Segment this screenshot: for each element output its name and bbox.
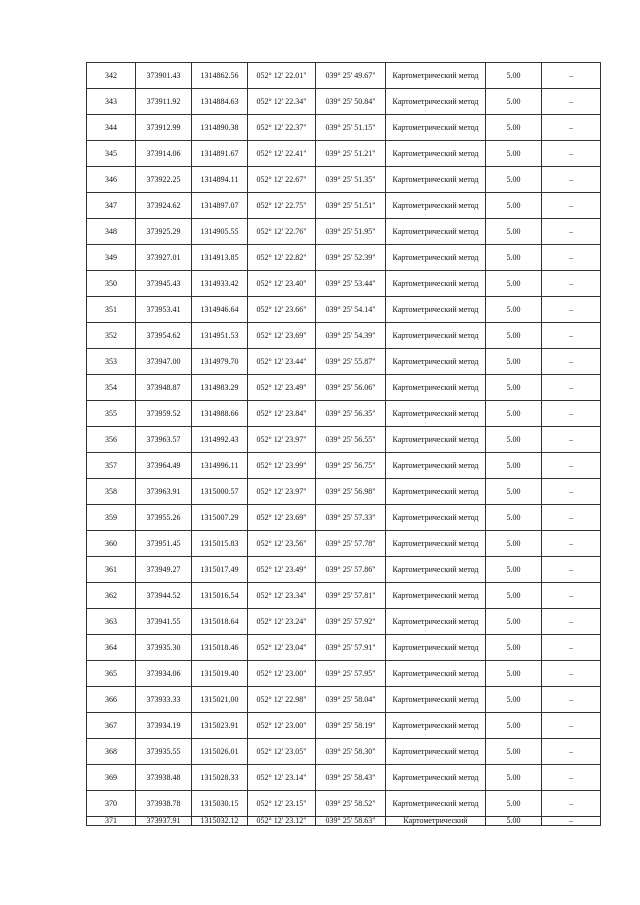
description-cell: – — [542, 557, 601, 583]
point-number-cell: 356 — [87, 427, 136, 453]
accuracy-cell: 5.00 — [486, 115, 542, 141]
point-number-cell: 343 — [87, 89, 136, 115]
point-number-cell: 345 — [87, 141, 136, 167]
point-number-cell: 364 — [87, 635, 136, 661]
y-coordinate-cell: 1315018.46 — [192, 635, 248, 661]
y-coordinate-cell: 1315019.40 — [192, 661, 248, 687]
latitude-cell: 052° 12' 22.67" — [248, 167, 316, 193]
description-cell: – — [542, 245, 601, 271]
point-number-cell: 342 — [87, 63, 136, 89]
description-cell: – — [542, 609, 601, 635]
accuracy-cell: 5.00 — [486, 297, 542, 323]
longitude-cell: 039° 25' 51.35" — [316, 167, 386, 193]
latitude-cell: 052° 12' 23.00" — [248, 713, 316, 739]
accuracy-cell: 5.00 — [486, 193, 542, 219]
method-cell: Картометрический метод — [386, 89, 486, 115]
table-row — [87, 453, 601, 479]
accuracy-cell: 5.00 — [486, 505, 542, 531]
longitude-cell: 039° 25' 50.84" — [316, 89, 386, 115]
accuracy-cell: 5.00 — [486, 271, 542, 297]
x-coordinate-cell: 373914.06 — [136, 141, 192, 167]
table-row — [87, 245, 601, 271]
method-cell: Картометрический метод — [386, 583, 486, 609]
latitude-cell: 052° 12' 23.34" — [248, 583, 316, 609]
description-cell: – — [542, 583, 601, 609]
longitude-cell: 039° 25' 57.78" — [316, 531, 386, 557]
latitude-cell: 052° 12' 23.49" — [248, 375, 316, 401]
accuracy-cell: 5.00 — [486, 531, 542, 557]
y-coordinate-cell: 1314862.56 — [192, 63, 248, 89]
x-coordinate-cell: 373963.57 — [136, 427, 192, 453]
method-cell: Картометрический метод — [386, 401, 486, 427]
y-coordinate-cell: 1314897.07 — [192, 193, 248, 219]
table-row — [87, 63, 601, 89]
table-row — [87, 765, 601, 791]
y-coordinate-cell: 1314946.64 — [192, 297, 248, 323]
description-cell: – — [542, 661, 601, 687]
table-row — [87, 167, 601, 193]
longitude-cell: 039° 25' 58.63" — [316, 817, 386, 826]
x-coordinate-cell: 373937.91 — [136, 817, 192, 826]
latitude-cell: 052° 12' 23.40" — [248, 271, 316, 297]
latitude-cell: 052° 12' 23.04" — [248, 635, 316, 661]
y-coordinate-cell: 1315016.54 — [192, 583, 248, 609]
table-row — [87, 323, 601, 349]
point-number-cell: 355 — [87, 401, 136, 427]
accuracy-cell: 5.00 — [486, 791, 542, 817]
method-cell: Картометрический метод — [386, 427, 486, 453]
point-number-cell: 360 — [87, 531, 136, 557]
point-number-cell: 359 — [87, 505, 136, 531]
method-cell: Картометрический метод — [386, 739, 486, 765]
longitude-cell: 039° 25' 57.95" — [316, 661, 386, 687]
longitude-cell: 039° 25' 54.14" — [316, 297, 386, 323]
point-number-cell: 344 — [87, 115, 136, 141]
x-coordinate-cell: 373959.52 — [136, 401, 192, 427]
x-coordinate-cell: 373935.30 — [136, 635, 192, 661]
point-number-cell: 350 — [87, 271, 136, 297]
description-cell: – — [542, 713, 601, 739]
y-coordinate-cell: 1315030.15 — [192, 791, 248, 817]
point-number-cell: 363 — [87, 609, 136, 635]
y-coordinate-cell: 1314996.11 — [192, 453, 248, 479]
y-coordinate-cell: 1315007.29 — [192, 505, 248, 531]
point-number-cell: 367 — [87, 713, 136, 739]
table-row — [87, 375, 601, 401]
method-cell: Картометрический метод — [386, 349, 486, 375]
y-coordinate-cell: 1314933.42 — [192, 271, 248, 297]
latitude-cell: 052° 12' 22.01" — [248, 63, 316, 89]
accuracy-cell: 5.00 — [486, 141, 542, 167]
x-coordinate-cell: 373955.26 — [136, 505, 192, 531]
y-coordinate-cell: 1314884.63 — [192, 89, 248, 115]
x-coordinate-cell: 373949.27 — [136, 557, 192, 583]
latitude-cell: 052° 12' 23.14" — [248, 765, 316, 791]
point-number-cell: 349 — [87, 245, 136, 271]
method-cell: Картометрический метод — [386, 63, 486, 89]
description-cell: – — [542, 63, 601, 89]
point-number-cell: 371 — [87, 817, 136, 826]
coordinates-table — [86, 62, 601, 826]
accuracy-cell: 5.00 — [486, 401, 542, 427]
accuracy-cell: 5.00 — [486, 89, 542, 115]
x-coordinate-cell: 373951.45 — [136, 531, 192, 557]
point-number-cell: 346 — [87, 167, 136, 193]
method-cell: Картометрический метод — [386, 297, 486, 323]
table-row — [87, 791, 601, 817]
longitude-cell: 039° 25' 49.67" — [316, 63, 386, 89]
longitude-cell: 039° 25' 58.19" — [316, 713, 386, 739]
y-coordinate-cell: 1315015.83 — [192, 531, 248, 557]
table-row — [87, 89, 601, 115]
coordinates-table-page — [86, 62, 600, 826]
latitude-cell: 052° 12' 23.44" — [248, 349, 316, 375]
accuracy-cell: 5.00 — [486, 557, 542, 583]
method-cell: Картометрический метод — [386, 245, 486, 271]
longitude-cell: 039° 25' 57.92" — [316, 609, 386, 635]
table-row — [87, 583, 601, 609]
accuracy-cell: 5.00 — [486, 479, 542, 505]
point-number-cell: 365 — [87, 661, 136, 687]
latitude-cell: 052° 12' 22.41" — [248, 141, 316, 167]
description-cell: – — [542, 271, 601, 297]
point-number-cell: 361 — [87, 557, 136, 583]
point-number-cell: 348 — [87, 219, 136, 245]
longitude-cell: 039° 25' 51.21" — [316, 141, 386, 167]
x-coordinate-cell: 373941.55 — [136, 609, 192, 635]
x-coordinate-cell: 373934.06 — [136, 661, 192, 687]
method-cell: Картометрический метод — [386, 453, 486, 479]
latitude-cell: 052° 12' 23.84" — [248, 401, 316, 427]
point-number-cell: 347 — [87, 193, 136, 219]
method-cell: Картометрический метод — [386, 219, 486, 245]
method-cell: Картометрический метод — [386, 271, 486, 297]
method-cell: Картометрический метод — [386, 609, 486, 635]
longitude-cell: 039° 25' 58.04" — [316, 687, 386, 713]
y-coordinate-cell: 1315032.12 — [192, 817, 248, 826]
point-number-cell: 368 — [87, 739, 136, 765]
accuracy-cell: 5.00 — [486, 427, 542, 453]
y-coordinate-cell: 1314891.67 — [192, 141, 248, 167]
description-cell: – — [542, 739, 601, 765]
longitude-cell: 039° 25' 57.86" — [316, 557, 386, 583]
accuracy-cell: 5.00 — [486, 635, 542, 661]
accuracy-cell: 5.00 — [486, 817, 542, 826]
x-coordinate-cell: 373933.33 — [136, 687, 192, 713]
table-row — [87, 635, 601, 661]
table-row — [87, 817, 601, 826]
table-row — [87, 427, 601, 453]
description-cell: – — [542, 219, 601, 245]
longitude-cell: 039° 25' 55.87" — [316, 349, 386, 375]
latitude-cell: 052° 12' 22.82" — [248, 245, 316, 271]
accuracy-cell: 5.00 — [486, 609, 542, 635]
table-row — [87, 115, 601, 141]
table-row — [87, 219, 601, 245]
description-cell: – — [542, 505, 601, 531]
accuracy-cell: 5.00 — [486, 583, 542, 609]
point-number-cell: 357 — [87, 453, 136, 479]
description-cell: – — [542, 479, 601, 505]
method-cell: Картометрический метод — [386, 479, 486, 505]
description-cell: – — [542, 453, 601, 479]
x-coordinate-cell: 373954.62 — [136, 323, 192, 349]
y-coordinate-cell: 1315023.91 — [192, 713, 248, 739]
table-row — [87, 687, 601, 713]
description-cell: – — [542, 297, 601, 323]
method-cell: Картометрический метод — [386, 141, 486, 167]
longitude-cell: 039° 25' 57.81" — [316, 583, 386, 609]
latitude-cell: 052° 12' 23.12" — [248, 817, 316, 826]
description-cell: – — [542, 349, 601, 375]
method-cell: Картометрический метод — [386, 661, 486, 687]
longitude-cell: 039° 25' 51.15" — [316, 115, 386, 141]
description-cell: – — [542, 635, 601, 661]
method-cell: Картометрический метод — [386, 791, 486, 817]
description-cell: – — [542, 817, 601, 826]
table-row — [87, 661, 601, 687]
y-coordinate-cell: 1314951.53 — [192, 323, 248, 349]
accuracy-cell: 5.00 — [486, 63, 542, 89]
latitude-cell: 052° 12' 22.76" — [248, 219, 316, 245]
latitude-cell: 052° 12' 23.15" — [248, 791, 316, 817]
method-cell: Картометрический метод — [386, 713, 486, 739]
y-coordinate-cell: 1314905.55 — [192, 219, 248, 245]
accuracy-cell: 5.00 — [486, 323, 542, 349]
table-row — [87, 271, 601, 297]
y-coordinate-cell: 1315017.49 — [192, 557, 248, 583]
method-cell: Картометрический метод — [386, 531, 486, 557]
longitude-cell: 039° 25' 58.30" — [316, 739, 386, 765]
method-cell: Картометрический метод — [386, 323, 486, 349]
description-cell: – — [542, 791, 601, 817]
accuracy-cell: 5.00 — [486, 245, 542, 271]
description-cell: – — [542, 323, 601, 349]
longitude-cell: 039° 25' 53.44" — [316, 271, 386, 297]
x-coordinate-cell: 373925.29 — [136, 219, 192, 245]
longitude-cell: 039° 25' 51.95" — [316, 219, 386, 245]
x-coordinate-cell: 373938.48 — [136, 765, 192, 791]
table-row — [87, 193, 601, 219]
x-coordinate-cell: 373945.43 — [136, 271, 192, 297]
table-row — [87, 479, 601, 505]
y-coordinate-cell: 1315028.33 — [192, 765, 248, 791]
point-number-cell: 370 — [87, 791, 136, 817]
description-cell: – — [542, 401, 601, 427]
accuracy-cell: 5.00 — [486, 687, 542, 713]
latitude-cell: 052° 12' 23.24" — [248, 609, 316, 635]
longitude-cell: 039° 25' 58.43" — [316, 765, 386, 791]
method-cell: Картометрический метод — [386, 375, 486, 401]
latitude-cell: 052° 12' 23.56" — [248, 531, 316, 557]
latitude-cell: 052° 12' 23.49" — [248, 557, 316, 583]
latitude-cell: 052° 12' 23.66" — [248, 297, 316, 323]
description-cell: – — [542, 193, 601, 219]
table-row — [87, 141, 601, 167]
x-coordinate-cell: 373901.43 — [136, 63, 192, 89]
x-coordinate-cell: 373944.52 — [136, 583, 192, 609]
point-number-cell: 351 — [87, 297, 136, 323]
latitude-cell: 052° 12' 22.37" — [248, 115, 316, 141]
longitude-cell: 039° 25' 58.52" — [316, 791, 386, 817]
method-cell: Картометрический метод — [386, 505, 486, 531]
point-number-cell: 358 — [87, 479, 136, 505]
accuracy-cell: 5.00 — [486, 713, 542, 739]
longitude-cell: 039° 25' 56.55" — [316, 427, 386, 453]
x-coordinate-cell: 373948.87 — [136, 375, 192, 401]
x-coordinate-cell: 373927.01 — [136, 245, 192, 271]
latitude-cell: 052° 12' 23.00" — [248, 661, 316, 687]
x-coordinate-cell: 373935.55 — [136, 739, 192, 765]
accuracy-cell: 5.00 — [486, 765, 542, 791]
y-coordinate-cell: 1315018.64 — [192, 609, 248, 635]
longitude-cell: 039° 25' 56.06" — [316, 375, 386, 401]
accuracy-cell: 5.00 — [486, 167, 542, 193]
point-number-cell: 353 — [87, 349, 136, 375]
method-cell: Картометрический метод — [386, 557, 486, 583]
longitude-cell: 039° 25' 57.33" — [316, 505, 386, 531]
latitude-cell: 052° 12' 22.98" — [248, 687, 316, 713]
table-row — [87, 531, 601, 557]
point-number-cell: 362 — [87, 583, 136, 609]
latitude-cell: 052° 12' 23.99" — [248, 453, 316, 479]
latitude-cell: 052° 12' 22.34" — [248, 89, 316, 115]
method-cell: Картометрический метод — [386, 635, 486, 661]
table-row — [87, 713, 601, 739]
x-coordinate-cell: 373938.78 — [136, 791, 192, 817]
y-coordinate-cell: 1314992.43 — [192, 427, 248, 453]
y-coordinate-cell: 1314983.29 — [192, 375, 248, 401]
latitude-cell: 052° 12' 22.75" — [248, 193, 316, 219]
y-coordinate-cell: 1314988.66 — [192, 401, 248, 427]
latitude-cell: 052° 12' 23.05" — [248, 739, 316, 765]
y-coordinate-cell: 1315026.01 — [192, 739, 248, 765]
x-coordinate-cell: 373922.25 — [136, 167, 192, 193]
description-cell: – — [542, 115, 601, 141]
y-coordinate-cell: 1314894.11 — [192, 167, 248, 193]
y-coordinate-cell: 1315000.57 — [192, 479, 248, 505]
description-cell: – — [542, 167, 601, 193]
x-coordinate-cell: 373964.49 — [136, 453, 192, 479]
description-cell: – — [542, 531, 601, 557]
description-cell: – — [542, 141, 601, 167]
point-number-cell: 352 — [87, 323, 136, 349]
description-cell: – — [542, 765, 601, 791]
method-cell: Картометрический метод — [386, 115, 486, 141]
x-coordinate-cell: 373953.41 — [136, 297, 192, 323]
accuracy-cell: 5.00 — [486, 661, 542, 687]
point-number-cell: 354 — [87, 375, 136, 401]
longitude-cell: 039° 25' 57.91" — [316, 635, 386, 661]
method-cell: Картометрический метод — [386, 765, 486, 791]
description-cell: – — [542, 89, 601, 115]
accuracy-cell: 5.00 — [486, 219, 542, 245]
accuracy-cell: 5.00 — [486, 453, 542, 479]
x-coordinate-cell: 373963.91 — [136, 479, 192, 505]
y-coordinate-cell: 1314890.38 — [192, 115, 248, 141]
accuracy-cell: 5.00 — [486, 349, 542, 375]
latitude-cell: 052° 12' 23.97" — [248, 479, 316, 505]
table-row — [87, 349, 601, 375]
method-cell: Картометрический метод — [386, 167, 486, 193]
accuracy-cell: 5.00 — [486, 739, 542, 765]
method-cell: Картометрический метод — [386, 687, 486, 713]
latitude-cell: 052° 12' 23.69" — [248, 505, 316, 531]
longitude-cell: 039° 25' 56.35" — [316, 401, 386, 427]
method-cell: Картометрический — [386, 817, 486, 826]
point-number-cell: 366 — [87, 687, 136, 713]
x-coordinate-cell: 373924.62 — [136, 193, 192, 219]
x-coordinate-cell: 373934.19 — [136, 713, 192, 739]
description-cell: – — [542, 687, 601, 713]
description-cell: – — [542, 427, 601, 453]
y-coordinate-cell: 1314913.85 — [192, 245, 248, 271]
accuracy-cell: 5.00 — [486, 375, 542, 401]
latitude-cell: 052° 12' 23.97" — [248, 427, 316, 453]
y-coordinate-cell: 1314979.70 — [192, 349, 248, 375]
description-cell: – — [542, 375, 601, 401]
y-coordinate-cell: 1315021.00 — [192, 687, 248, 713]
latitude-cell: 052° 12' 23.69" — [248, 323, 316, 349]
longitude-cell: 039° 25' 52.39" — [316, 245, 386, 271]
longitude-cell: 039° 25' 56.75" — [316, 453, 386, 479]
longitude-cell: 039° 25' 54.39" — [316, 323, 386, 349]
table-row — [87, 297, 601, 323]
longitude-cell: 039° 25' 51.51" — [316, 193, 386, 219]
method-cell: Картометрический метод — [386, 193, 486, 219]
longitude-cell: 039° 25' 56.98" — [316, 479, 386, 505]
point-number-cell: 369 — [87, 765, 136, 791]
x-coordinate-cell: 373947.00 — [136, 349, 192, 375]
table-row — [87, 557, 601, 583]
x-coordinate-cell: 373912.99 — [136, 115, 192, 141]
table-row — [87, 401, 601, 427]
table-row — [87, 505, 601, 531]
table-row — [87, 609, 601, 635]
table-row — [87, 739, 601, 765]
x-coordinate-cell: 373911.92 — [136, 89, 192, 115]
